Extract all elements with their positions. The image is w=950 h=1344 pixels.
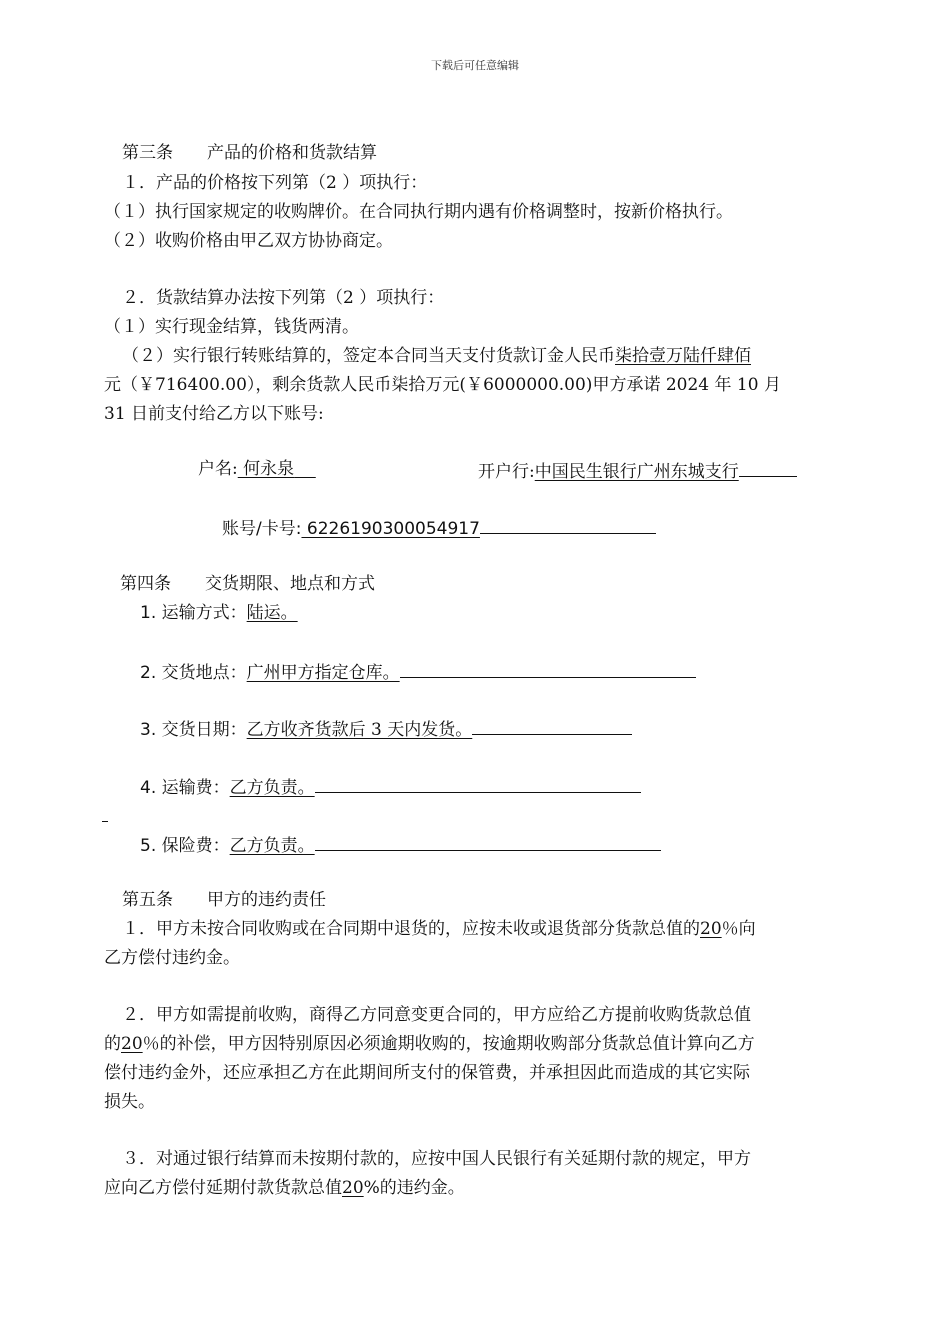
bank-value: 中国民生银行广州东城支行 <box>534 462 739 482</box>
account-number-fill-line <box>480 515 656 534</box>
delivery-fill-line <box>315 774 641 793</box>
price-option-2: （２）收购价格由甲乙双方协协商定。 <box>104 231 393 251</box>
deposit-amount-cn: 柒拾壹万陆仟肆佰 <box>615 346 751 366</box>
delivery-item-label: 运输方式： <box>161 603 247 623</box>
account-name-label: 户名: <box>198 459 238 479</box>
stray-underline-mark <box>102 821 108 822</box>
delivery-item-value: 广州甲方指定仓库。 <box>246 663 400 683</box>
delivery-item-label: 保险费： <box>161 836 230 856</box>
delivery-item-label: 运输费： <box>161 778 230 798</box>
breach-clause-3-line2 <box>104 1177 465 1199</box>
payment-option-2-text: （２）实行银行转账结算的，签定本合同当天支付货款订金人民币 <box>122 346 615 366</box>
delivery-item-value: 陆运。 <box>246 603 298 623</box>
payment-option-2-line2: 元（￥716400.00），剩余货款人民币柒拾万元(￥6000000.00)甲方承诺 2024 年 10 月 <box>104 375 781 395</box>
delivery-item-number: 1. <box>140 603 157 623</box>
article-4-heading: 第四条 交货期限、地点和方式 <box>120 574 375 594</box>
breach-clause-3-text: %的违约金。 <box>363 1178 465 1198</box>
delivery-item-value: 乙方收齐货款后 3 天内发货。 <box>246 720 473 740</box>
delivery-item-4 <box>140 774 641 799</box>
payment-option-1: （１）实行现金结算，钱货两清。 <box>104 317 359 337</box>
breach-clause-2-line4: 损失。 <box>104 1092 155 1112</box>
penalty-rate: 20 <box>121 1034 143 1054</box>
breach-clause-1-text: ％向 <box>721 919 756 939</box>
delivery-item-number: 5. <box>140 836 157 856</box>
account-name-value: 何永泉 <box>237 459 295 479</box>
price-intro: １．产品的价格按下列第（2 ）项执行： <box>122 173 428 193</box>
price-option-1: （１）执行国家规定的收购牌价。在合同执行期内遇有价格调整时，按新价格执行。 <box>104 202 733 222</box>
delivery-item-number: 2. <box>140 663 157 683</box>
article-5-heading: 第五条 甲方的违约责任 <box>122 890 326 910</box>
delivery-fill-line <box>400 659 696 678</box>
penalty-rate: 20 <box>342 1178 364 1198</box>
breach-clause-1-text: １．甲方未按合同收购或在合同期中退货的，应按未收或退货部分货款总值的 <box>122 919 700 939</box>
delivery-fill-line <box>315 832 661 851</box>
breach-clause-1-line2: 乙方偿付违约金。 <box>104 948 240 968</box>
delivery-item-5 <box>140 832 661 857</box>
breach-clause-2-line3: 偿付违约金外，还应承担乙方在此期间所支付的保管费，并承担因此而造成的其它实际 <box>104 1063 750 1083</box>
account-number-value: 6226190300054917 <box>301 519 480 539</box>
delivery-item-2 <box>140 659 696 684</box>
bank-fill-line <box>739 458 797 477</box>
payment-option-2-line1 <box>122 345 751 367</box>
payment-intro: ２．货款结算办法按下列第（2 ）项执行： <box>122 288 445 308</box>
account-number-row <box>222 515 656 540</box>
breach-clause-2-text: 的 <box>104 1034 121 1054</box>
penalty-rate: 20 <box>700 919 722 939</box>
breach-clause-2-text: ％的补偿，甲方因特别原因必须逾期收购的，按逾期收购部分货款总值计算向乙方 <box>142 1034 755 1054</box>
delivery-item-number: 3. <box>140 720 157 740</box>
bank-label: 开户行: <box>478 462 535 482</box>
delivery-item-value: 乙方负责。 <box>229 778 315 798</box>
page-header-note: 下载后可任意编辑 <box>431 59 519 72</box>
payment-option-2-line3: 31 日前支付给乙方以下账号: <box>104 404 324 424</box>
article-3-heading: 第三条 产品的价格和货款结算 <box>122 143 377 163</box>
breach-clause-3-line1: ３．对通过银行结算而未按期付款的，应按中国人民银行有关延期付款的规定，甲方 <box>122 1149 751 1169</box>
bank-row <box>478 458 797 483</box>
delivery-fill-line <box>472 716 632 735</box>
account-name-row <box>198 458 316 480</box>
delivery-item-number: 4. <box>140 778 157 798</box>
delivery-item-3 <box>140 716 632 741</box>
delivery-item-value: 乙方负责。 <box>229 836 315 856</box>
breach-clause-2-line1: ２．甲方如需提前收购，商得乙方同意变更合同的，甲方应给乙方提前收购货款总值 <box>122 1005 751 1025</box>
delivery-item-1 <box>140 602 298 624</box>
delivery-item-label: 交货地点： <box>161 663 247 683</box>
breach-clause-1-line1 <box>122 918 756 940</box>
breach-clause-2-line2 <box>104 1033 755 1055</box>
breach-clause-3-text: 应向乙方偿付延期付款货款总值 <box>104 1178 342 1198</box>
account-number-label: 账号/卡号: <box>222 519 302 539</box>
delivery-item-label: 交货日期： <box>161 720 247 740</box>
